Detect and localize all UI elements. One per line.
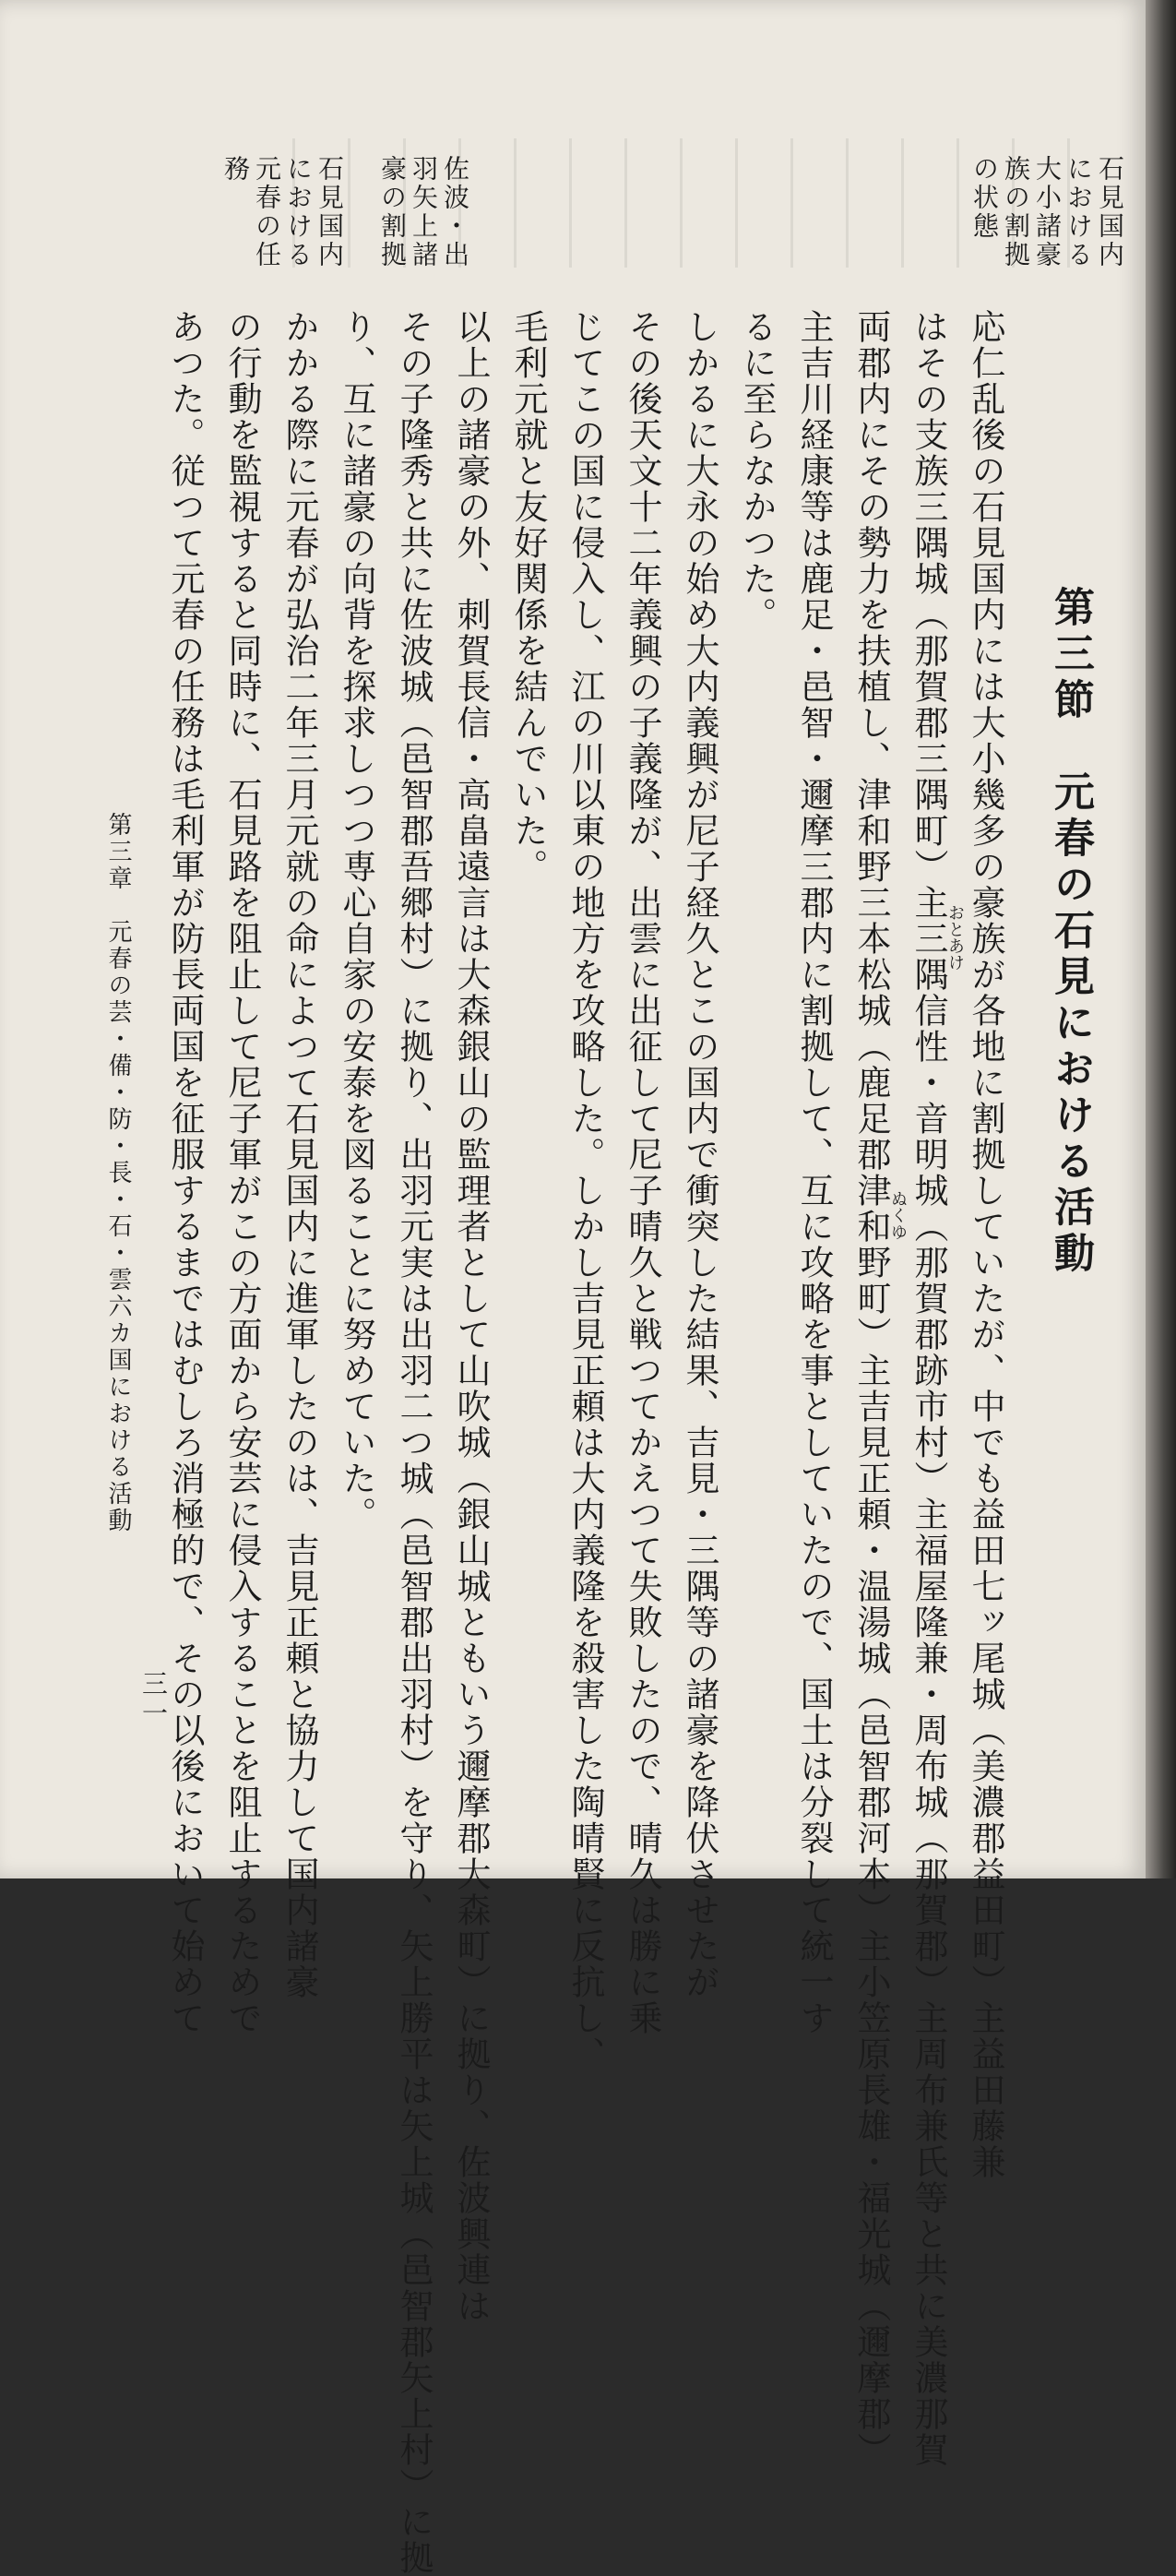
body-column-6: しかるに大永の始め大内義興が尼子経久とこの国内で衝突した結果、吉見・三隅等の諸豪を降伏させたが <box>680 309 719 2000</box>
body-column-12: り、互に諸豪の向背を探求しつつ専心自家の安泰を図ることに努めていた。 <box>337 309 376 1532</box>
body-column-15: あつた。従つて元春の任務は毛利軍が防長両国を征服するまではむしろ消極的で、その以後において始めて <box>165 309 205 2036</box>
book-gutter <box>1146 0 1176 1878</box>
body-column-4: 主吉川経康等は鹿足・邑智・邇摩三郡内に割拠して、互に攻略を事としていたので、国土は分裂して統一す <box>794 309 834 2036</box>
side-note-2: 佐波・出羽矢上諸豪の割拠 <box>377 155 470 269</box>
ruby-gloss-otoake: おとあけ <box>945 904 965 971</box>
body-column-5: るに至らなかつた。 <box>737 309 777 633</box>
page-number: 三一 <box>138 1670 169 1729</box>
body-column-14: の行動を監視すると同時に、石見路を阻止して尼子軍がこの方面から安芸に侵入することを阻止するためで <box>222 309 262 2036</box>
running-footer: 第三章 元春の芸・備・防・長・石・雲六カ国における活動 <box>104 812 132 1534</box>
body-column-3: 両郡内にその勢力を扶植し、津和野三本松城（鹿足郡津和野町）主吉見正頼・温湯城（邑智郡河本）主小笠原長雄・福光城（邇摩郡） <box>851 309 891 2468</box>
body-column-2: はその支族三隅城（那賀郡三隅町）主三隅信性・音明城（那賀郡跡市村）主福屋隆兼・周布城（那賀郡）主周布兼氏等と共に美濃那賀 <box>909 309 948 2468</box>
body-column-10: 以上の諸豪の外、刺賀長信・高畠遠言は大森銀山の監理者として山吹城（銀山城ともいう邇摩郡大森町）に拠り、佐波興連は <box>451 309 491 2324</box>
body-column-1: 応仁乱後の石見国内には大小幾多の豪族が各地に割拠していたが、中でも益田七ッ尾城（美濃郡益田町）主益田藤兼 <box>966 309 1005 2180</box>
body-column-11: その子隆秀と共に佐波城（邑智郡吾郷村）に拠り、出羽元実は出羽二つ城（邑智郡出羽村）を守り、矢上勝平は矢上城（邑智郡矢上村）に拠 <box>394 309 434 2576</box>
body-column-7: その後天文十二年義興の子義隆が、出雲に出征して尼子晴久と戦つてかえつて失敗したので、晴久は勝に乗 <box>623 309 662 2036</box>
ruby-gloss-nukuyu: ぬくゆ <box>888 1190 908 1240</box>
body-column-9: 毛利元就と友好関係を結んでいた。 <box>508 309 548 885</box>
section-heading: 第三節 元春の石見における活動 <box>1047 586 1094 1278</box>
body-column-8: じてこの国に侵入し、江の川以東の地方を攻略した。しかし吉見正頼は大内義隆を殺害した陶晴賢に反抗し、 <box>565 309 605 2072</box>
body-column-13: かかる際に元春が弘治二年三月元就の命によつて石見国内に進軍したのは、吉見正頼と協力して国内諸豪 <box>279 309 319 2000</box>
side-note-1: 石見国内における大小諸豪族の割拠の状態 <box>969 155 1125 269</box>
side-note-3: 石見国内における元春の任務 <box>220 155 345 269</box>
